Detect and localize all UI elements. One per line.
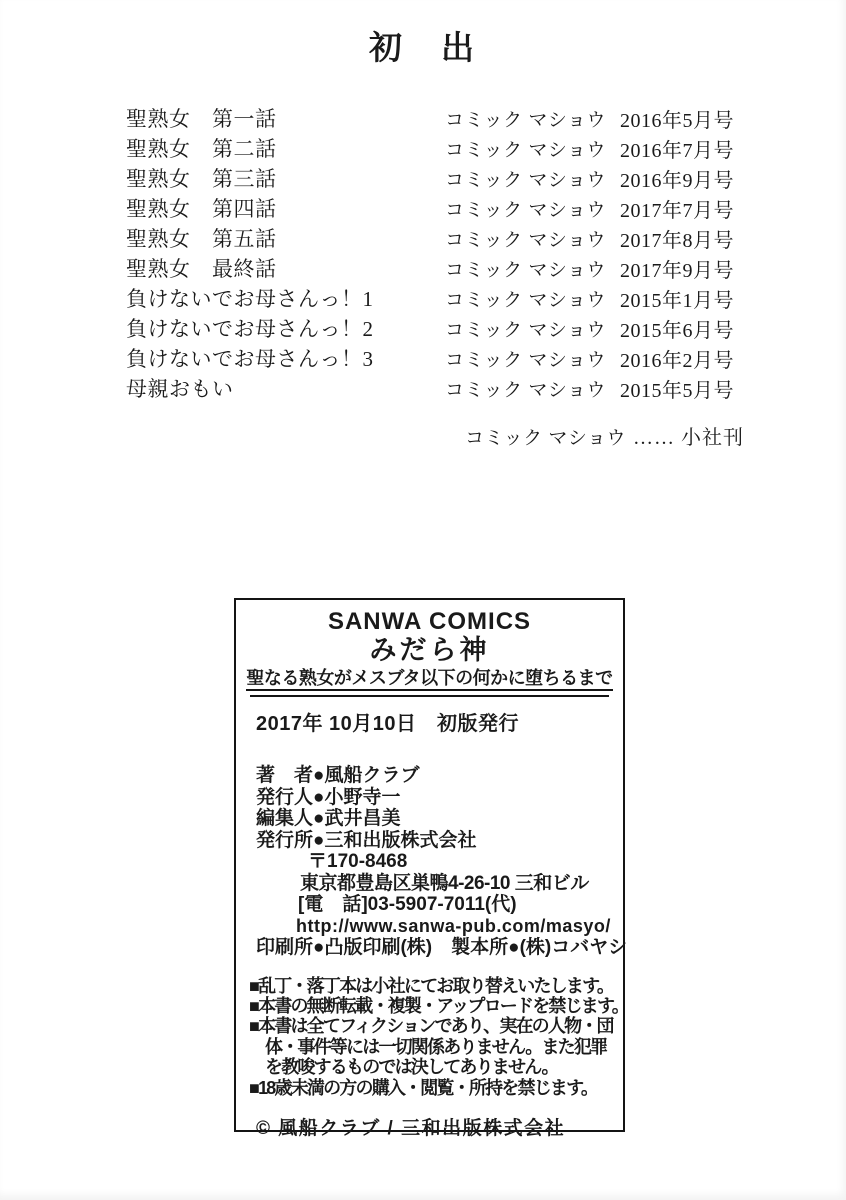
credit-line-publisher-person: 発行人●小野寺一 (256, 786, 401, 808)
work-title: 聖熟女 第五話 (126, 227, 277, 251)
colophon-box (234, 598, 628, 1139)
issue-date: 2017年7月号 (620, 200, 734, 222)
notice-line-continuation: 体・事件等には一切関係ありません。また犯罪 (265, 1036, 607, 1057)
list-item (126, 133, 746, 163)
page-title: 初 出 (369, 31, 477, 67)
notice-line: ■本書は全てフィクションであり、実在の人物・団 (249, 1016, 613, 1037)
magazine-name: コミック マショウ (445, 260, 607, 281)
list-item (126, 313, 746, 343)
work-title: 聖熟女 第二話 (126, 137, 277, 161)
credit-line-editor: 編集人●武井昌美 (256, 808, 401, 829)
list-item (126, 373, 746, 403)
work-title: 負けないでお母さんっ！2 (126, 317, 374, 341)
issue-date: 2017年9月号 (620, 260, 734, 282)
magazine-name: コミック マショウ (445, 230, 607, 251)
issue-date: 2015年5月号 (620, 380, 734, 402)
publisher-footnote-suffix: …… 小社刊 (633, 427, 745, 449)
magazine-name: コミック マショウ (445, 110, 607, 131)
list-item (126, 253, 746, 283)
list-item (126, 343, 746, 373)
work-title: 聖熟女 第一話 (126, 107, 277, 131)
notice-line-continuation: を教唆するものでは決してありません。 (265, 1057, 558, 1078)
list-item (126, 163, 746, 193)
publication-credits (236, 765, 628, 959)
address-line: 東京都豊島区巣鴨4-26-10 三和ビル (300, 872, 589, 894)
list-item (126, 103, 746, 133)
magazine-name: コミック マショウ (445, 170, 607, 191)
divider-rule (250, 695, 609, 697)
magazine-name: コミック マショウ (445, 200, 607, 221)
book-subtitle-text: 聖なる熟女がメスブタ以下の何かに堕ちるまで (246, 668, 612, 691)
imprint-label: SANWA COMICS (327, 608, 532, 635)
first-publication-list (126, 103, 746, 403)
magazine-name: コミック マショウ (445, 350, 607, 371)
issue-date: 2016年7月号 (620, 140, 734, 162)
magazine-name: コミック マショウ (465, 428, 627, 449)
work-title: 負けないでお母さんっ！3 (126, 347, 374, 371)
issue-date: 2015年1月号 (620, 290, 734, 312)
credit-line-author: 著 者●風船クラブ (256, 765, 420, 786)
list-item (126, 193, 746, 223)
work-title: 負けないでお母さんっ！1 (126, 287, 374, 311)
book-subtitle (236, 666, 623, 692)
phone-line: [電 話]03-5907-7011(代) (298, 894, 517, 915)
credit-line-publishing-house: 発行所●三和出版株式会社 (256, 829, 477, 851)
publisher-footnote (465, 421, 744, 450)
notice-line: ■18歳未満の方の購入・閲覧・所持を禁じます。 (249, 1077, 598, 1098)
list-item (126, 223, 746, 253)
issue-date: 2017年8月号 (620, 230, 734, 252)
issue-date: 2016年9月号 (620, 170, 734, 192)
work-title: 聖熟女 第四話 (126, 197, 277, 221)
magazine-name: コミック マショウ (445, 140, 607, 161)
postal-code: 〒170-8468 (308, 851, 408, 872)
book-title: みだら神 (369, 635, 490, 665)
magazine-name: コミック マショウ (445, 320, 607, 341)
issue-date: 2016年5月号 (620, 110, 734, 132)
work-title: 母親おもい (126, 377, 234, 401)
issue-date: 2015年6月号 (620, 320, 734, 342)
notice-line: ■乱丁・落丁本は小社にてお取り替えいたします。 (249, 975, 614, 996)
legal-notices (236, 975, 628, 1098)
work-title: 聖熟女 最終話 (126, 257, 277, 281)
magazine-name: コミック マショウ (445, 380, 607, 401)
website-url: http://www.sanwa-pub.com/masyo/ (296, 915, 611, 936)
copyright-line: © 風船クラブ / 三和出版株式会社 (256, 1117, 566, 1139)
notice-line: ■本書の無断転載・複製・アップロードを禁じます。 (249, 995, 628, 1016)
magazine-name: コミック マショウ (445, 290, 607, 311)
work-title: 聖熟女 第三話 (126, 167, 277, 191)
issue-date: 2016年2月号 (620, 350, 734, 372)
list-item (126, 283, 746, 313)
edition-date: 2017年 10月10日 初版発行 (256, 713, 520, 735)
printing-line: 印刷所●凸版印刷(株) 製本所●(株)コバヤシ (256, 937, 628, 958)
